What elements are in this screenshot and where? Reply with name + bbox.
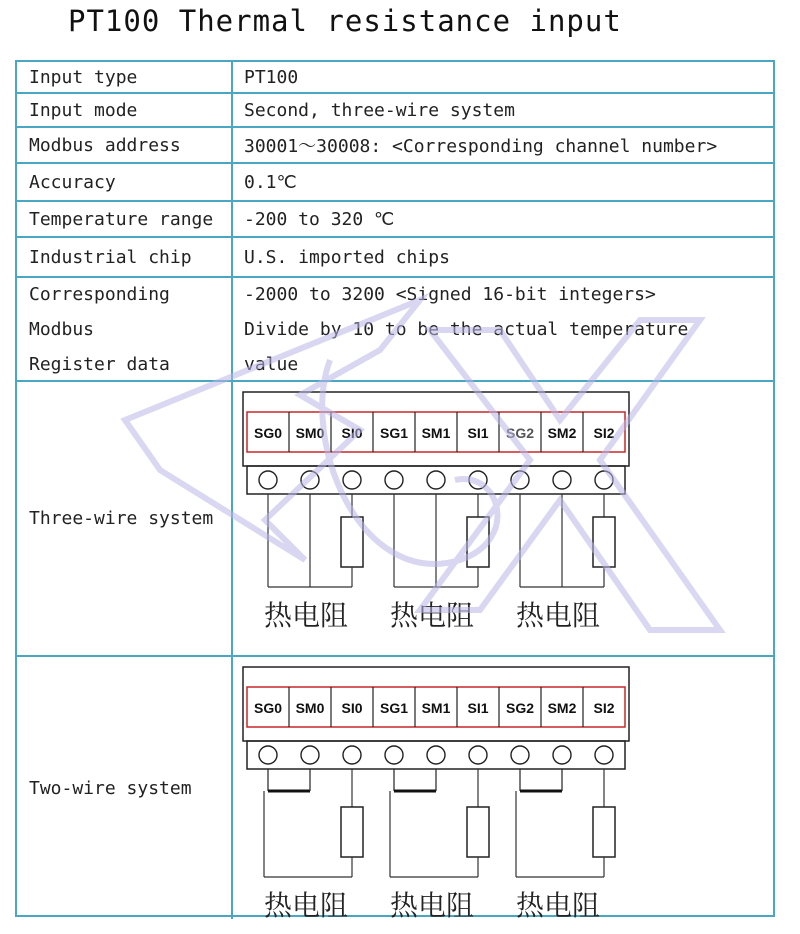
terminal-label: SG1 [379,700,409,716]
terminal-label: SM1 [421,700,451,716]
row-label: Three-wire system [17,382,233,655]
row-value: U.S. imported chips [244,246,450,268]
two-wire-diagram [233,657,773,919]
screw-terminal [553,471,571,489]
screw-terminal [595,471,613,489]
value-line: Divide by 10 to be the actual temperature [244,318,689,340]
terminal-label: SI0 [341,700,363,716]
terminal-label: SM2 [547,700,577,716]
screw-terminal [301,746,319,764]
resistor-label: 热电阻 [389,889,475,919]
value-line: -2000 to 3200 <Signed 16-bit integers> [244,283,656,305]
screw-terminal [385,471,403,489]
resistor [467,517,489,567]
screw-terminal [469,471,487,489]
row-label: Accuracy [17,164,233,200]
resistor [593,517,615,567]
terminal-label: SM1 [421,425,451,441]
screw-terminal [511,471,529,489]
page-title: PT100 Thermal resistance input [68,4,622,38]
row-temperature-range [17,202,773,238]
terminal-label: SG1 [379,425,409,441]
screw-terminal [553,746,571,764]
screw-terminal [385,746,403,764]
row-label: Two-wire system [17,657,233,919]
resistor-label: 热电阻 [263,599,349,632]
resistor [341,517,363,567]
screw-terminal [301,471,319,489]
terminal-label: SI2 [593,425,615,441]
row-value [233,278,773,380]
label-line: Corresponding [29,283,170,305]
row-label [17,278,233,380]
row-register-data [17,278,773,382]
terminal-label: SG2 [505,425,535,441]
resistor [341,807,363,857]
row-input-mode [17,94,773,128]
terminal-label: SM0 [295,425,325,441]
resistor [467,807,489,857]
row-label: Industrial chip [17,238,233,276]
row-label: Modbus address [17,128,233,162]
screw-terminal [343,471,361,489]
screw-terminal [259,471,277,489]
screw-terminal [343,746,361,764]
resistor-label: 热电阻 [515,889,601,919]
row-value: PT100 [244,66,299,88]
terminal-label: SM0 [295,700,325,716]
row-label: Input mode [17,94,233,126]
terminal-label: SI1 [467,425,489,441]
terminal-label: SI2 [593,700,615,716]
terminal-label: SG0 [253,700,283,716]
terminal-label: SG0 [253,425,283,441]
row-three-wire [17,382,773,657]
terminal-label: SM2 [547,425,577,441]
label-line: Register data [29,353,170,375]
terminal-label: SG2 [505,700,535,716]
screw-terminal [511,746,529,764]
row-input-type [17,62,773,94]
resistor-label: 热电阻 [389,599,475,632]
screw-terminal [595,746,613,764]
three-wire-diagram [233,382,773,655]
row-accuracy [17,164,773,202]
value-line: value [244,353,299,375]
resistor-label: 热电阻 [515,599,601,632]
spec-table [15,60,775,917]
resistor-label: 热电阻 [263,889,349,919]
terminal-label: SI0 [341,425,363,441]
row-value: -200 to 320 ℃ [244,208,395,230]
row-label: Temperature range [17,202,233,236]
row-modbus-address [17,128,773,164]
label-line: Modbus [29,318,95,340]
row-label: Input type [17,62,233,92]
row-value: Second, three-wire system [244,99,515,121]
row-industrial-chip [17,238,773,278]
screw-terminal [259,746,277,764]
row-value: 0.1℃ [244,171,297,193]
resistor [593,807,615,857]
row-two-wire [17,657,773,919]
row-value: 30001～30008: <Corresponding channel number> [244,136,718,157]
screw-terminal [469,746,487,764]
screw-terminal [427,471,445,489]
terminal-label: SI1 [467,700,489,716]
screw-terminal [427,746,445,764]
